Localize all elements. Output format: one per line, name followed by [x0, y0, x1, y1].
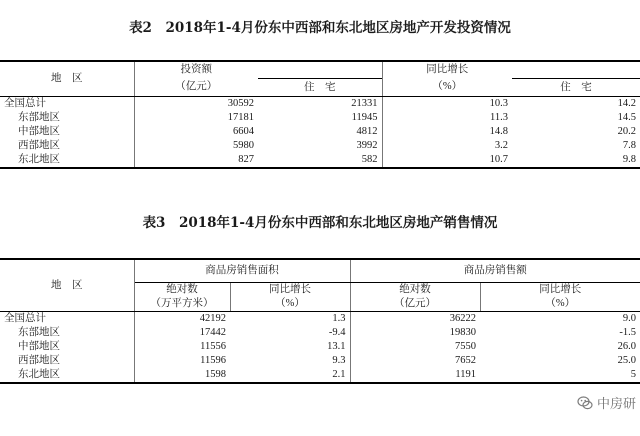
- table1-header-row-1: [0, 61, 640, 79]
- residential-cell: 11945: [258, 111, 382, 125]
- amount-abs-cell: 7550: [455, 341, 476, 352]
- table-row: [0, 340, 640, 354]
- invest-cell: 30592: [227, 98, 254, 109]
- invest-header: 投资额: [134, 61, 258, 79]
- table-row: [0, 312, 640, 327]
- region-cell: 东北地区: [0, 153, 134, 168]
- region-header: 地 区: [0, 61, 134, 97]
- watermark: [577, 393, 636, 412]
- table2-header-row-1: [0, 259, 640, 283]
- growth-cell: 10.3: [489, 98, 508, 109]
- blank-header: [258, 61, 382, 79]
- area-abs-cell: 11556: [200, 341, 226, 352]
- amount-growth-header: 同比增长: [539, 284, 582, 295]
- investment-table: [0, 60, 640, 169]
- region-cell: 西部地区: [0, 139, 134, 153]
- amount-abs-unit: （亿元）: [350, 297, 480, 312]
- growth-cell: 10.7: [382, 153, 512, 168]
- sales-table: [0, 258, 640, 384]
- amount-growth-cell: -1.5: [619, 327, 636, 338]
- growth-residential-cell: 20.2: [617, 126, 636, 137]
- residential-cell: 582: [258, 153, 382, 168]
- growth-cell: 14.8: [489, 126, 508, 137]
- region-header: 地 区: [0, 259, 134, 312]
- area-growth-cell: 9.3: [230, 354, 350, 368]
- invest-cell: 17181: [227, 112, 254, 123]
- area-growth-header: 同比增长: [230, 283, 350, 298]
- growth-residential-cell: 7.8: [622, 140, 636, 151]
- growth-cell: 11.3: [490, 112, 508, 123]
- watermark-text: 中房研: [596, 397, 636, 412]
- table-row: [0, 354, 640, 368]
- table-row: [0, 368, 640, 383]
- sales-amount-header: 商品房销售额: [350, 259, 640, 283]
- table2-title: 表3 2018年1-4月份东中西部和东北地区房地产销售情况: [142, 215, 498, 231]
- table-row: [0, 97, 640, 112]
- area-abs-unit: （万平方米）: [134, 297, 230, 312]
- amount-growth-cell: 26.0: [617, 341, 636, 352]
- table-row: [0, 125, 640, 139]
- area-abs-cell: 17442: [199, 327, 226, 338]
- growth-residential-cell: 9.8: [512, 153, 640, 168]
- sales-area-header: 商品房销售面积: [134, 259, 350, 283]
- amount-abs-cell: 19830: [449, 327, 476, 338]
- blank-header: [512, 61, 640, 79]
- invest-unit-header: （亿元）: [134, 79, 258, 97]
- area-growth-cell: 13.1: [230, 340, 350, 354]
- growth-unit-header: （%）: [382, 79, 512, 97]
- region-cell: 中部地区: [0, 340, 134, 354]
- amount-abs-header: 绝对数: [350, 283, 480, 298]
- residential-cell: 3992: [258, 139, 382, 153]
- residential-header: 住 宅: [258, 79, 382, 97]
- amount-growth-cell: 9.0: [622, 313, 636, 324]
- amount-abs-cell: 7652: [455, 355, 476, 366]
- table-row: [0, 153, 640, 168]
- region-cell: 西部地区: [0, 354, 134, 368]
- area-growth-cell: -9.4: [230, 326, 350, 340]
- growth-residential-cell: 14.2: [617, 98, 636, 109]
- table-row: [0, 326, 640, 340]
- area-growth-cell: 2.1: [230, 368, 350, 383]
- residential-cell: 4812: [258, 125, 382, 139]
- area-abs-header: 绝对数: [134, 283, 230, 298]
- region-cell: 东部地区: [0, 111, 134, 125]
- region-cell: 全国总计: [0, 97, 134, 112]
- amount-growth-unit: （%）: [480, 297, 640, 312]
- region-cell: 东北地区: [0, 368, 134, 383]
- table-row: [0, 111, 640, 125]
- invest-cell: 827: [134, 153, 258, 168]
- amount-abs-cell: 1191: [350, 368, 480, 383]
- region-cell: 全国总计: [0, 312, 134, 327]
- invest-cell: 6604: [233, 126, 254, 137]
- amount-abs-cell: 36222: [449, 313, 476, 324]
- growth-residential-cell: 14.5: [617, 112, 636, 123]
- area-abs-cell: 11596: [200, 355, 226, 366]
- amount-growth-cell: 25.0: [617, 355, 636, 366]
- invest-cell: 5980: [233, 140, 254, 151]
- amount-growth-cell: 5: [480, 368, 640, 383]
- table1-title: 表2 2018年1-4月份东中西部和东北地区房地产开发投资情况: [129, 20, 511, 36]
- residential-cell: 21331: [258, 97, 382, 112]
- area-growth-cell: 1.3: [230, 312, 350, 327]
- area-abs-cell: 42192: [199, 313, 226, 324]
- region-cell: 中部地区: [0, 125, 134, 139]
- table-row: [0, 139, 640, 153]
- growth-cell: 3.2: [494, 140, 508, 151]
- area-growth-unit: （%）: [230, 297, 350, 312]
- growth-header: 同比增长: [382, 61, 512, 79]
- wechat-icon: [577, 395, 593, 411]
- growth-residential-header: 住 宅: [512, 79, 640, 97]
- area-abs-cell: 1598: [134, 368, 230, 383]
- region-cell: 东部地区: [0, 326, 134, 340]
